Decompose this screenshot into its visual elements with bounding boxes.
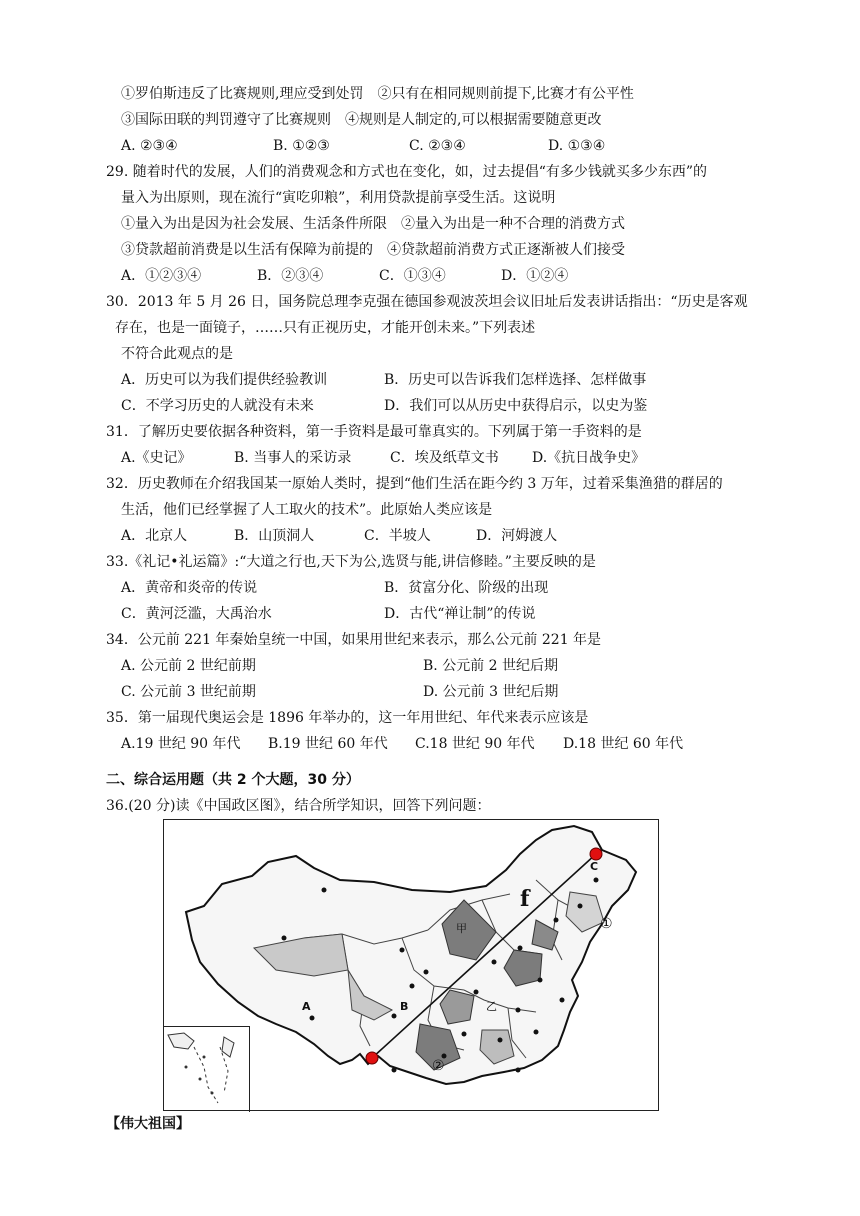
q30-stem-line-3: 不符合此观点的是 [121, 346, 233, 362]
q32-choice-d: D．河姆渡人 [476, 528, 558, 544]
q30-choice-d: D．我们可以从历史中获得启示，以史为鉴 [384, 398, 648, 414]
q30-stem-line-1: 30．2013 年 5 月 26 日，国务院总理李克强在德国参观波茨坦会议旧址后发表讲话指出：“历史是客观 [106, 294, 748, 310]
q32-choices [121, 526, 557, 546]
q30-choices-row-1 [121, 370, 646, 390]
endpoint-c-marker [590, 848, 602, 860]
q32-choice-c: C．半坡人 [364, 528, 431, 544]
q33-choice-b: B．贫富分化、阶级的出现 [384, 580, 549, 596]
q35-choice-b: B.19 世纪 60 年代 [268, 736, 388, 752]
map-label-circle-2: ② [432, 1058, 445, 1074]
q34-stem: 34．公元前 221 年秦始皇统一中国，如果用世纪来表示，那么公元前 221 年是 [106, 632, 602, 648]
q28-option-line-1: ①罗伯斯违反了比赛规则,理应受到处罚 ②只有在相同规则前提下,比赛才有公平性 [121, 86, 634, 102]
q31-choice-b: B. 当事人的采访录 [234, 450, 352, 466]
map-label-f: f [520, 886, 530, 912]
q31-choices [121, 448, 645, 468]
q33-choice-d: D．古代“禅让制”的传说 [384, 606, 536, 622]
q32-stem-line-1: 32．历史教师在介绍我国某一原始人类时，提到“他们生活在距今约 3 万年，过着采集渔猎的群居的 [106, 476, 723, 492]
q36-stem: 36.(20 分)读《中国政区图》，结合所学知识，回答下列问题： [106, 798, 491, 814]
q29-stem-line-2: 量入为出原则，现在流行“寅吃卯粮”，利用贷款提前享受生活。这说明 [121, 190, 556, 206]
q28-choice-a: A. ②③④ [121, 138, 178, 154]
q29-stem-line-1: 29. 随着时代的发展，人们的消费观念和方式也在变化，如，过去提倡“有多少钱就买多少东西”的 [106, 164, 708, 180]
q28-choice-c: C. ②③④ [409, 138, 466, 154]
q29-choice-a: A．①②③④ [121, 268, 202, 284]
inset-svg [164, 1027, 250, 1113]
q28-choice-b: B. ①②③ [273, 138, 330, 154]
q35-choice-d: D.18 世纪 60 年代 [563, 736, 684, 752]
q35-stem: 35．第一届现代奥运会是 1896 年举办的，这一年用世纪、年代来表示应该是 [106, 710, 589, 726]
q33-choice-a: A．黄帝和炎帝的传说 [121, 580, 258, 596]
map-label-c: C [590, 860, 599, 873]
q34-choice-d: D. 公元前 3 世纪后期 [423, 684, 559, 700]
q35-choices [121, 734, 683, 754]
q29-choice-b: B．②③④ [257, 268, 324, 284]
q33-choice-c: C．黄河泛滥，大禹治水 [121, 606, 272, 622]
q30-choice-c: C．不学习历史的人就没有未来 [121, 398, 314, 414]
q33-stem: 33.《礼记•礼运篇》:“大道之行也,天下为公,选贤与能,讲信修睦。”主要反映的是 [106, 554, 596, 570]
china-outline [186, 826, 636, 1084]
q28-choices [121, 136, 605, 156]
q29-choice-d: D．①②④ [501, 268, 569, 284]
q34-choice-a: A. 公元前 2 世纪前期 [121, 658, 256, 674]
south-china-sea-inset [164, 1026, 250, 1112]
footer-section-label: 【伟大祖国】 [106, 1116, 190, 1132]
q34-choice-c: C. 公元前 3 世纪前期 [121, 684, 256, 700]
q30-choice-a: A．历史可以为我们提供经验教训 [121, 372, 328, 388]
china-political-map [163, 819, 659, 1111]
map-label-circle-1: ① [600, 916, 613, 932]
q29-choice-c: C．①③④ [379, 268, 446, 284]
q31-choice-a: A.《史记》 [121, 450, 192, 466]
q31-stem: 31．了解历史要依据各种资料，第一手资料是最可靠真实的。下列属于第一手资料的是 [106, 424, 642, 440]
map-label-yi: 乙 [486, 1000, 497, 1013]
map-label-jia: 甲 [456, 922, 467, 935]
q32-choice-b: B．山顶洞人 [234, 528, 315, 544]
q34-choices-row-1 [121, 656, 558, 676]
q35-choice-a: A.19 世纪 90 年代 [121, 736, 241, 752]
q31-choice-c: C．埃及纸草文书 [390, 450, 499, 466]
q33-choices-row-2 [121, 604, 536, 624]
endpoint-sw-marker [366, 1052, 378, 1064]
q33-choices-row-1 [121, 578, 548, 598]
q29-option-line-1: ①量入为出是因为社会发展、生活条件所限 ②量入为出是一种不合理的消费方式 [121, 216, 625, 232]
map-label-a: A [302, 1000, 311, 1013]
q28-option-line-2: ③国际田联的判罚遵守了比赛规则 ④规则是人制定的,可以根据需要随意更改 [121, 112, 602, 128]
map-label-b: B [400, 1000, 409, 1013]
q28-choice-d: D. ①③④ [548, 138, 606, 154]
q32-choice-a: A．北京人 [121, 528, 188, 544]
q30-choices-row-2 [121, 396, 647, 416]
q34-choice-b: B. 公元前 2 世纪后期 [423, 658, 558, 674]
q30-choice-b: B．历史可以告诉我们怎样选择、怎样做事 [384, 372, 647, 388]
q31-choice-d: D.《抗日战争史》 [532, 450, 646, 466]
q34-choices-row-2 [121, 682, 558, 702]
q29-choices [121, 266, 568, 286]
q30-stem-line-2: 存在，也是一面镜子，……只有正视历史，才能开创未来。”下列表述 [115, 320, 536, 336]
q32-stem-line-2: 生活，他们已经掌握了人工取火的技术”。此原始人类应该是 [121, 502, 493, 518]
q29-option-line-2: ③贷款超前消费是以生活有保障为前提的 ④贷款超前消费方式正逐渐被人们接受 [121, 242, 625, 258]
section-2-heading: 二、综合运用题（共 2 个大题，30 分） [106, 772, 360, 788]
q35-choice-c: C.18 世纪 90 年代 [415, 736, 535, 752]
